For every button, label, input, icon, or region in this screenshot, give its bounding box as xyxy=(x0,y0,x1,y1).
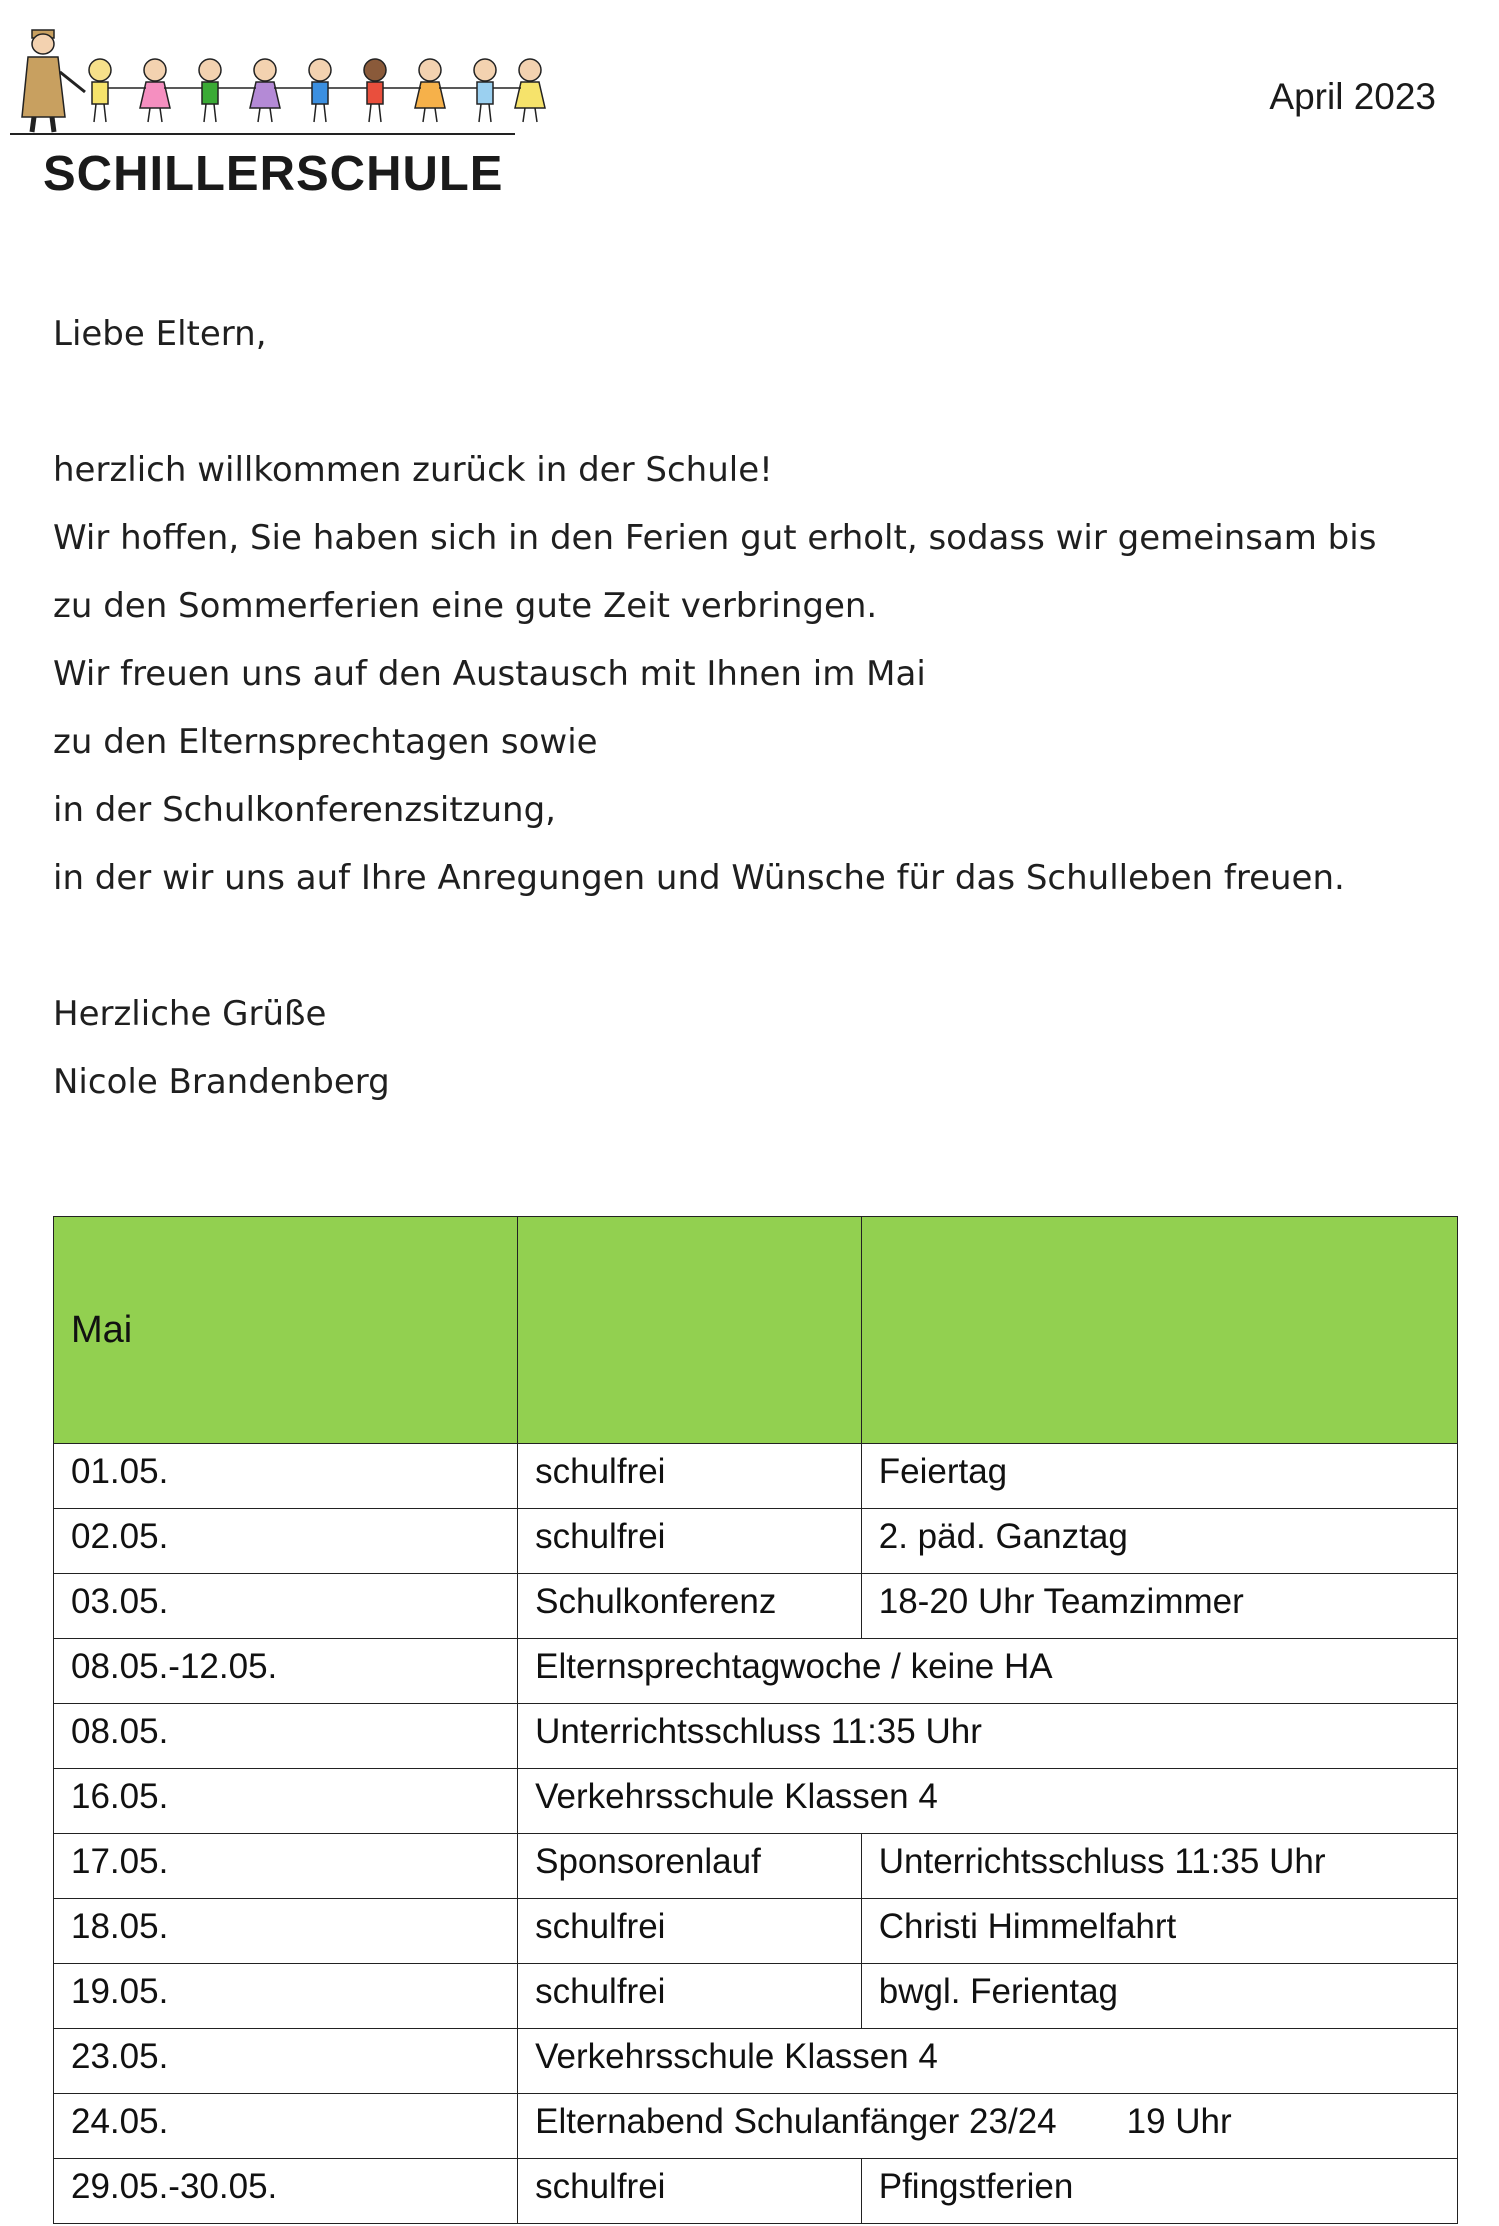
letter-date: April 2023 xyxy=(1269,76,1436,117)
date-cell: 19.05. xyxy=(54,1964,518,2029)
event-cell: Elternsprechtagwoche / keine HA xyxy=(518,1639,1458,1704)
letter-line: Wir hoffen, Sie haben sich in den Ferien gut erholt, sodass wir gemeinsam bis xyxy=(53,518,1377,558)
note-cell: Christi Himmelfahrt xyxy=(861,1899,1457,1964)
event-cell: Schulkonferenz xyxy=(518,1574,862,1639)
letter-body xyxy=(53,300,1453,1116)
table-row xyxy=(54,1899,1458,1964)
date-cell: 01.05. xyxy=(54,1444,518,1509)
month-header: Mai xyxy=(54,1217,518,1444)
table-row xyxy=(54,1639,1458,1704)
event-cell: Sponsorenlauf xyxy=(518,1834,862,1899)
event-cell: Verkehrsschule Klassen 4 xyxy=(518,2029,1458,2094)
letter-line: herzlich willkommen zurück in der Schule! xyxy=(53,450,773,490)
event-cell: Verkehrsschule Klassen 4 xyxy=(518,1769,1458,1834)
note-cell: bwgl. Ferientag xyxy=(861,1964,1457,2029)
date-cell: 29.05.-30.05. xyxy=(54,2159,518,2224)
salutation: Liebe Eltern, xyxy=(53,314,267,354)
month-header-row xyxy=(54,1217,1458,1444)
letter-line: Wir freuen uns auf den Austausch mit Ihnen im Mai xyxy=(53,654,926,694)
event-text: Elternabend Schulanfänger 23/24 xyxy=(535,2102,1057,2141)
table-row xyxy=(54,2029,1458,2094)
date-cell: 17.05. xyxy=(54,1834,518,1899)
table-row xyxy=(54,1704,1458,1769)
event-cell: schulfrei xyxy=(518,2159,862,2224)
signature: Nicole Brandenberg xyxy=(53,1062,390,1102)
letter-line: in der Schulkonferenzsitzung, xyxy=(53,790,556,830)
children-chain-illustration xyxy=(10,22,555,142)
event-cell xyxy=(518,2094,1458,2159)
table-row xyxy=(54,1834,1458,1899)
teacher-figure xyxy=(22,30,85,132)
school-name: SCHILLERSCHULE xyxy=(43,147,504,201)
date-cell: 02.05. xyxy=(54,1509,518,1574)
date-cell: 16.05. xyxy=(54,1769,518,1834)
note-cell: 18-20 Uhr Teamzimmer xyxy=(861,1574,1457,1639)
note-cell: Feiertag xyxy=(861,1444,1457,1509)
table-row xyxy=(54,1964,1458,2029)
date-cell: 03.05. xyxy=(54,1574,518,1639)
event-cell: Unterrichtsschluss 11:35 Uhr xyxy=(518,1704,1458,1769)
date-cell: 08.05.-12.05. xyxy=(54,1639,518,1704)
table-row xyxy=(54,1574,1458,1639)
school-logo xyxy=(10,22,555,201)
table-row xyxy=(54,1444,1458,1509)
letter-line: zu den Sommerferien eine gute Zeit verbringen. xyxy=(53,586,878,626)
table-row xyxy=(54,1769,1458,1834)
date-cell: 08.05. xyxy=(54,1704,518,1769)
event-cell: schulfrei xyxy=(518,1444,862,1509)
date-cell: 24.05. xyxy=(54,2094,518,2159)
date-cell: 18.05. xyxy=(54,1899,518,1964)
note-cell: Pfingstferien xyxy=(861,2159,1457,2224)
table-row xyxy=(54,2094,1458,2159)
date-cell: 23.05. xyxy=(54,2029,518,2094)
table-row xyxy=(54,2159,1458,2224)
schedule-table xyxy=(53,1216,1458,2224)
closing: Herzliche Grüße xyxy=(53,994,327,1034)
event-cell: schulfrei xyxy=(518,1964,862,2029)
note-cell: Unterrichtsschluss 11:35 Uhr xyxy=(861,1834,1457,1899)
note-cell: 2. päd. Ganztag xyxy=(861,1509,1457,1574)
letter-line: zu den Elternsprechtagen sowie xyxy=(53,722,598,762)
table-row xyxy=(54,1509,1458,1574)
event-cell: schulfrei xyxy=(518,1509,862,1574)
event-time: 19 Uhr xyxy=(1126,2102,1232,2141)
letter-line: in der wir uns auf Ihre Anregungen und Wünsche für das Schulleben freuen. xyxy=(53,858,1345,898)
event-cell: schulfrei xyxy=(518,1899,862,1964)
child-figures xyxy=(89,59,545,122)
